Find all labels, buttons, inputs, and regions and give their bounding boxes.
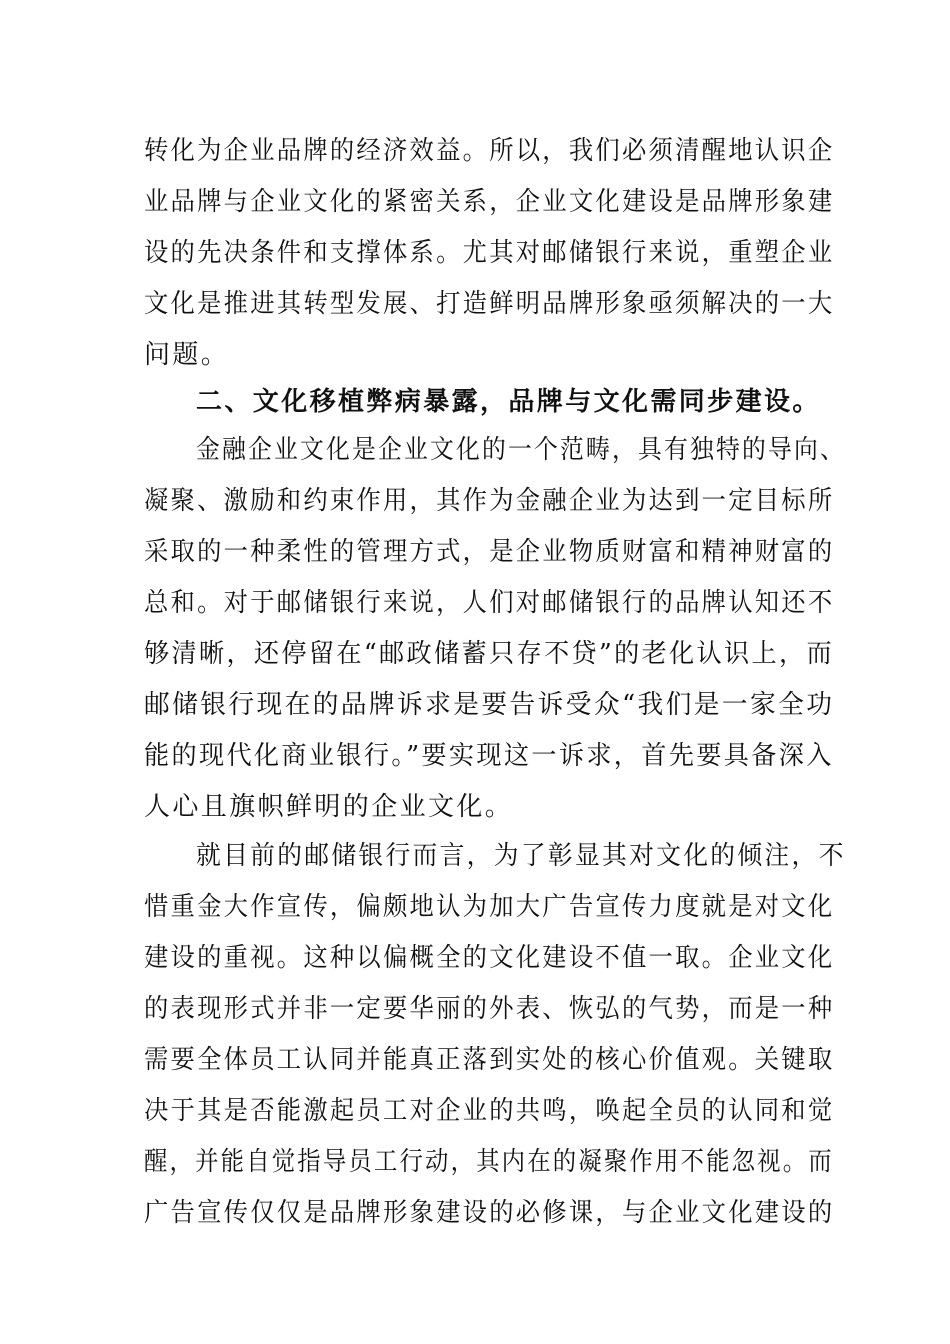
text-line: 设的先决条件和支撑体系。尤其对邮储银行来说，重塑企业 xyxy=(144,238,835,268)
text-line: 建设的重视。这种以偏概全的文化建设不值一取。企业文化 xyxy=(144,943,835,973)
text-line: 邮储银行现在的品牌诉求是要告诉受众“我们是一家全功 xyxy=(144,690,835,720)
text-line: 凝聚、激励和约束作用，其作为金融企业为达到一定目标所 xyxy=(144,486,835,516)
text-line: 够清晰，还停留在“邮政储蓄只存不贷”的老化认识上，而 xyxy=(144,639,834,669)
text-line: 惜重金大作宣传，偏颇地认为加大广告宣传力度就是对文化 xyxy=(144,892,835,922)
text-line: 金融企业文化是企业文化的一个范畴，具有独特的导向、 xyxy=(196,435,847,465)
text-line: 能的现代化商业银行。”要实现这一诉求，首先要具备深入 xyxy=(144,741,834,771)
text-line: 人心且旗帜鲜明的企业文化。 xyxy=(144,792,514,822)
text-line: 业品牌与企业文化的紧密关系，企业文化建设是品牌形象建 xyxy=(144,187,835,217)
text-line: 决于其是否能激起员工对企业的共鸣，唤起全员的认同和觉 xyxy=(144,1096,835,1126)
text-line: 文化是推进其转型发展、打造鲜明品牌形象亟须解决的一大 xyxy=(144,289,835,319)
text-line: 醒，并能自觉指导员工行动，其内在的凝聚作用不能忽视。而 xyxy=(144,1147,834,1177)
text-line: 总和。对于邮储银行来说，人们对邮储银行的品牌认知还不 xyxy=(144,588,835,618)
section-heading: 二、文化移植弊病暴露，品牌与文化需同步建设。 xyxy=(196,387,821,417)
text-line: 需要全体员工认同并能真正落到实处的核心价值观。关键取 xyxy=(144,1045,835,1075)
text-line: 问题。 xyxy=(144,340,230,370)
text-line: 的表现形式并非一定要华丽的外表、恢弘的气势，而是一种 xyxy=(144,994,835,1024)
text-line: 广告宣传仅仅是品牌形象建设的必修课，与企业文化建设的 xyxy=(144,1198,835,1228)
text-line: 转化为企业品牌的经济效益。所以，我们必须清醒地认识企 xyxy=(144,136,835,166)
text-line: 采取的一种柔性的管理方式，是企业物质财富和精神财富的 xyxy=(144,537,835,567)
text-line: 就目前的邮储银行而言，为了彰显其对文化的倾注，不 xyxy=(196,841,846,871)
